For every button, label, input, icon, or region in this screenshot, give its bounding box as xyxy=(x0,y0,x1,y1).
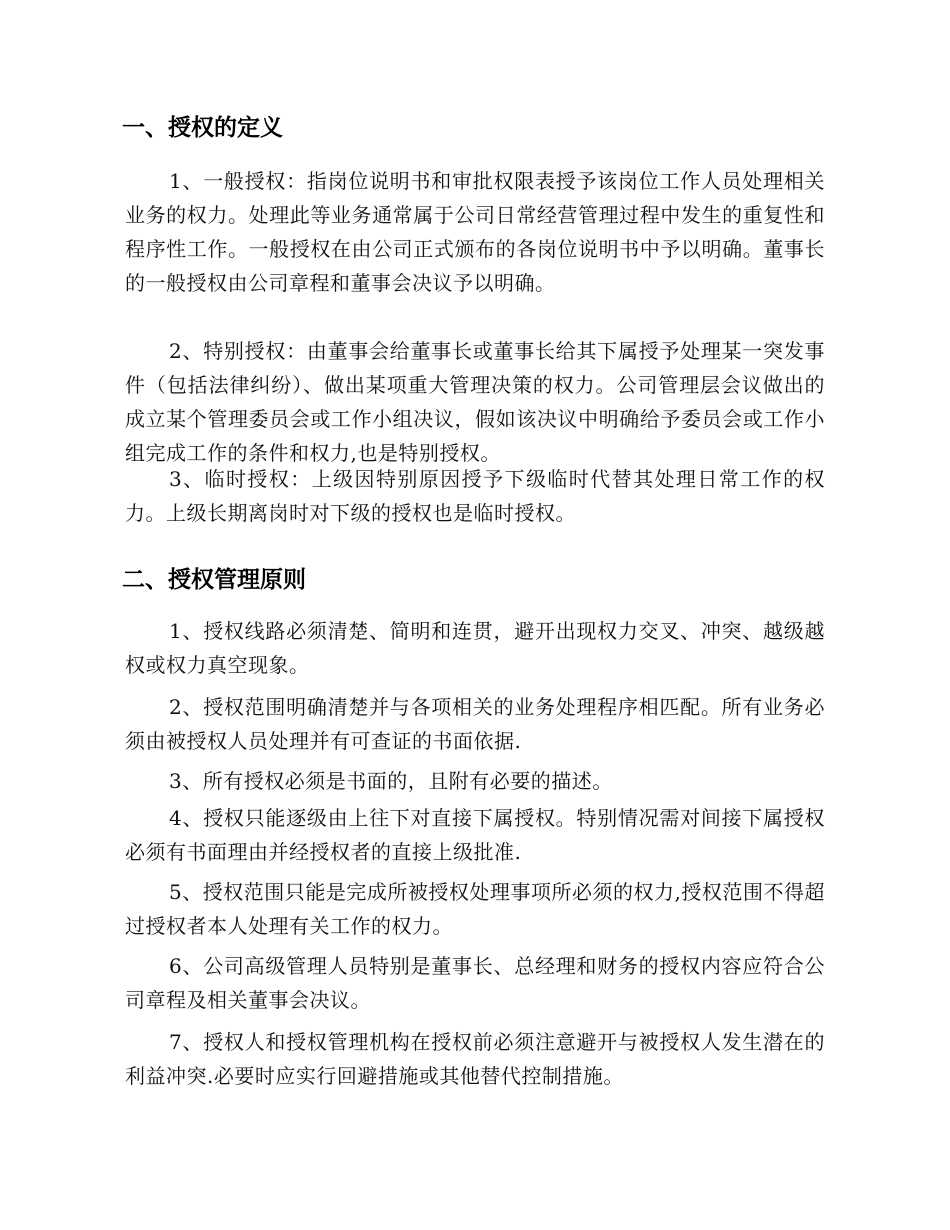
paragraph-principle-5: 5、授权范围只能是完成所被授权处理事项所必须的权力,授权范围不得超过授权者本人处理有关工作的权力。 xyxy=(125,880,825,938)
paragraph-general-authorization: 1、一般授权：指岗位说明书和审批权限表授予该岗位工作人员处理相关业务的权力。处理此等业务通常属于公司日常经营管理过程中发生的重复性和程序性工作。一般授权在由公司正式颁布的各岗位说明书中予以明确。董事长的一般授权由公司章程和董事会决议予以明确。 xyxy=(125,169,825,295)
section-heading-authorization-definition: 一、授权的定义 xyxy=(122,115,283,141)
paragraph-principle-6: 6、公司高级管理人员特别是董事长、总经理和财务的授权内容应符合公司章程及相关董事会决议。 xyxy=(125,954,825,1012)
paragraph-principle-2: 2、授权范围明确清楚并与各项相关的业务处理程序相匹配。所有业务必须由被授权人员处理并有可查证的书面依据. xyxy=(125,695,825,753)
paragraph-temporary-authorization: 3、临时授权：上级因特别原因授予下级临时代替其处理日常工作的权力。上级长期离岗时对下级的授权也是临时授权。 xyxy=(125,467,825,525)
paragraph-principle-3: 3、所有授权必须是书面的，且附有必要的描述。 xyxy=(169,769,613,793)
section-heading-authorization-principles: 二、授权管理原则 xyxy=(122,567,306,593)
paragraph-principle-7: 7、授权人和授权管理机构在授权前必须注意避开与被授权人发生潜在的利益冲突.必要时应实行回避措施或其他替代控制措施。 xyxy=(125,1030,825,1088)
paragraph-principle-4: 4、授权只能逐级由上往下对直接下属授权。特别情况需对间接下属授权必须有书面理由并经授权者的直接上级批准. xyxy=(125,806,825,864)
paragraph-special-authorization: 2、特别授权：由董事会给董事长或董事长给其下属授予处理某一突发事件（包括法律纠纷）、做出某项重大管理决策的权力。公司管理层会议做出的成立某个管理委员会或工作小组决议，假如该决议中明确给予委员会或工作小组完成工作的条件和权力,也是特别授权。 xyxy=(125,339,825,465)
paragraph-principle-1: 1、授权线路必须清楚、简明和连贯，避开出现权力交叉、冲突、越级越权或权力真空现象。 xyxy=(125,619,825,677)
